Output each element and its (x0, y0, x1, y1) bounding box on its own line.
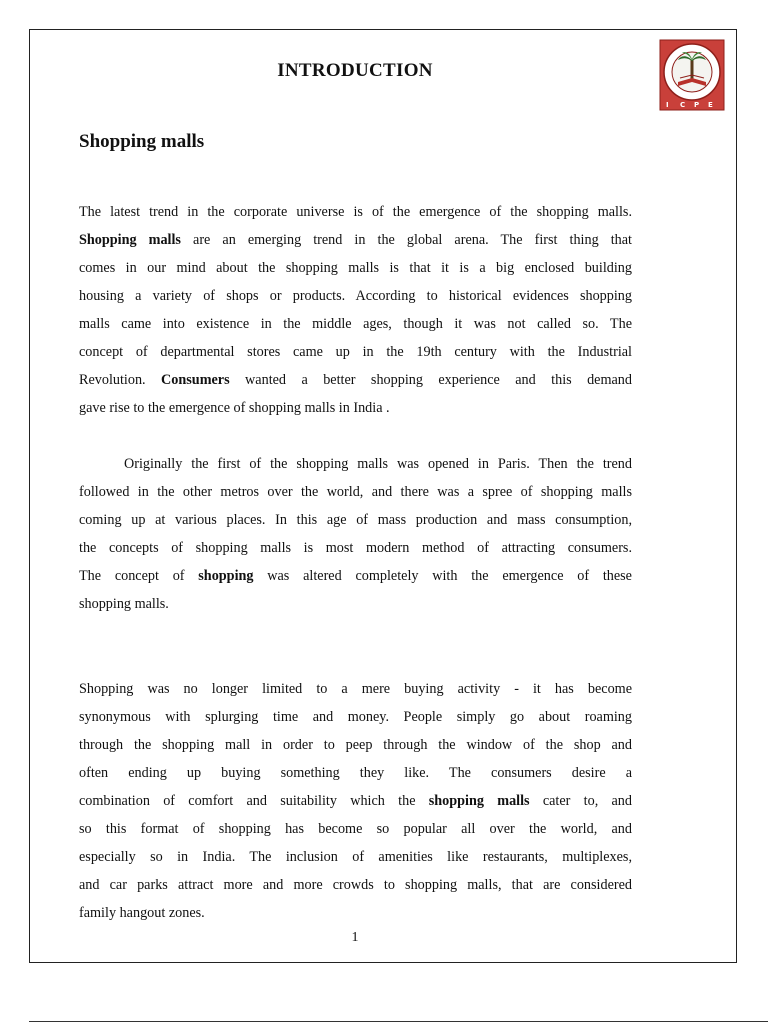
text-run: cater to, and (529, 793, 632, 809)
svg-text:C: C (680, 101, 686, 109)
text-line (79, 731, 632, 759)
text-line (79, 338, 632, 366)
bold-term: Shopping malls (79, 232, 181, 248)
page-title: INTRODUCTION (277, 60, 433, 81)
text-run: and car parks attract more and more crowds to shopping malls, that are considered (79, 877, 632, 893)
text-line (79, 759, 632, 787)
text-run: synonymous with splurging time and money. People simply go about roaming (79, 709, 632, 725)
text-run: followed in the other metros over the world, and there was a spree of shopping malls (79, 484, 632, 500)
text-run: Revolution. (79, 372, 162, 388)
text-run: combination of comfort and suitability which the (79, 793, 429, 809)
text-line (79, 562, 632, 590)
text-run: the concepts of shopping malls is most modern method of attracting consumers. (79, 540, 632, 556)
paragraph-2 (79, 450, 632, 618)
text-line (79, 787, 632, 815)
text-run: family hangout zones. (79, 905, 205, 921)
text-line (79, 310, 632, 338)
section-heading: Shopping malls (79, 131, 205, 152)
text-line (79, 394, 632, 422)
text-line (79, 675, 632, 703)
text-run: through the shopping mall in order to peep through the window of the shop and (79, 737, 632, 753)
text-run: malls came into existence in the middle ages, though it was not called so. The (79, 316, 632, 332)
text-line (79, 703, 632, 731)
paragraph-1 (79, 198, 632, 422)
text-run: concept of departmental stores came up in the 19th century with the Industrial (79, 344, 632, 360)
paragraph-3 (79, 675, 632, 927)
text-run: comes in our mind about the shopping malls is that it is a big enclosed building (79, 260, 632, 276)
text-line (79, 534, 632, 562)
text-run: so this format of shopping has become so popular all over the world, and (79, 821, 632, 837)
svg-text:E: E (708, 101, 713, 109)
text-run: often ending up buying something they like. The consumers desire a (79, 765, 632, 781)
text-run: was altered completely with the emergence of these (253, 568, 632, 584)
text-line (79, 282, 632, 310)
text-run: shopping malls. (79, 596, 169, 612)
text-run: wanted a better shopping experience and this demand (229, 372, 632, 388)
svg-text:P: P (694, 101, 700, 109)
text-run: especially so in India. The inclusion of amenities like restaurants, multiplexes, (79, 849, 632, 865)
bold-term: Consumers (161, 372, 230, 388)
text-line (79, 590, 632, 618)
text-line (79, 366, 632, 394)
page-number: 1 (351, 930, 359, 945)
text-run: are an emerging trend in the global arena. The first thing that (180, 232, 632, 248)
bottom-divider (29, 1021, 768, 1022)
text-run: The latest trend in the corporate universe is of the emergence of the shopping malls. (79, 204, 632, 220)
bold-term: shopping malls (428, 793, 530, 809)
text-run: Shopping was no longer limited to a mere buying activity - it has become (79, 681, 632, 697)
text-line (79, 226, 632, 254)
bold-term: shopping (198, 568, 254, 584)
text-line (79, 450, 632, 478)
text-run: housing a variety of shops or products. According to historical evidences shopping (79, 288, 632, 304)
text-line (79, 843, 632, 871)
text-line (79, 254, 632, 282)
text-line (79, 506, 632, 534)
text-run: Originally the first of the shopping malls was opened in Paris. Then the trend (124, 456, 632, 472)
text-run: gave rise to the emergence of shopping malls in India . (79, 400, 390, 416)
text-run: The concept of (79, 568, 199, 584)
text-line (79, 899, 632, 927)
text-run: coming up at various places. In this age of mass production and mass consumption, (79, 512, 632, 528)
svg-text:I: I (666, 101, 669, 109)
text-line (79, 871, 632, 899)
text-line (79, 815, 632, 843)
text-line (79, 478, 632, 506)
text-line (79, 198, 632, 226)
